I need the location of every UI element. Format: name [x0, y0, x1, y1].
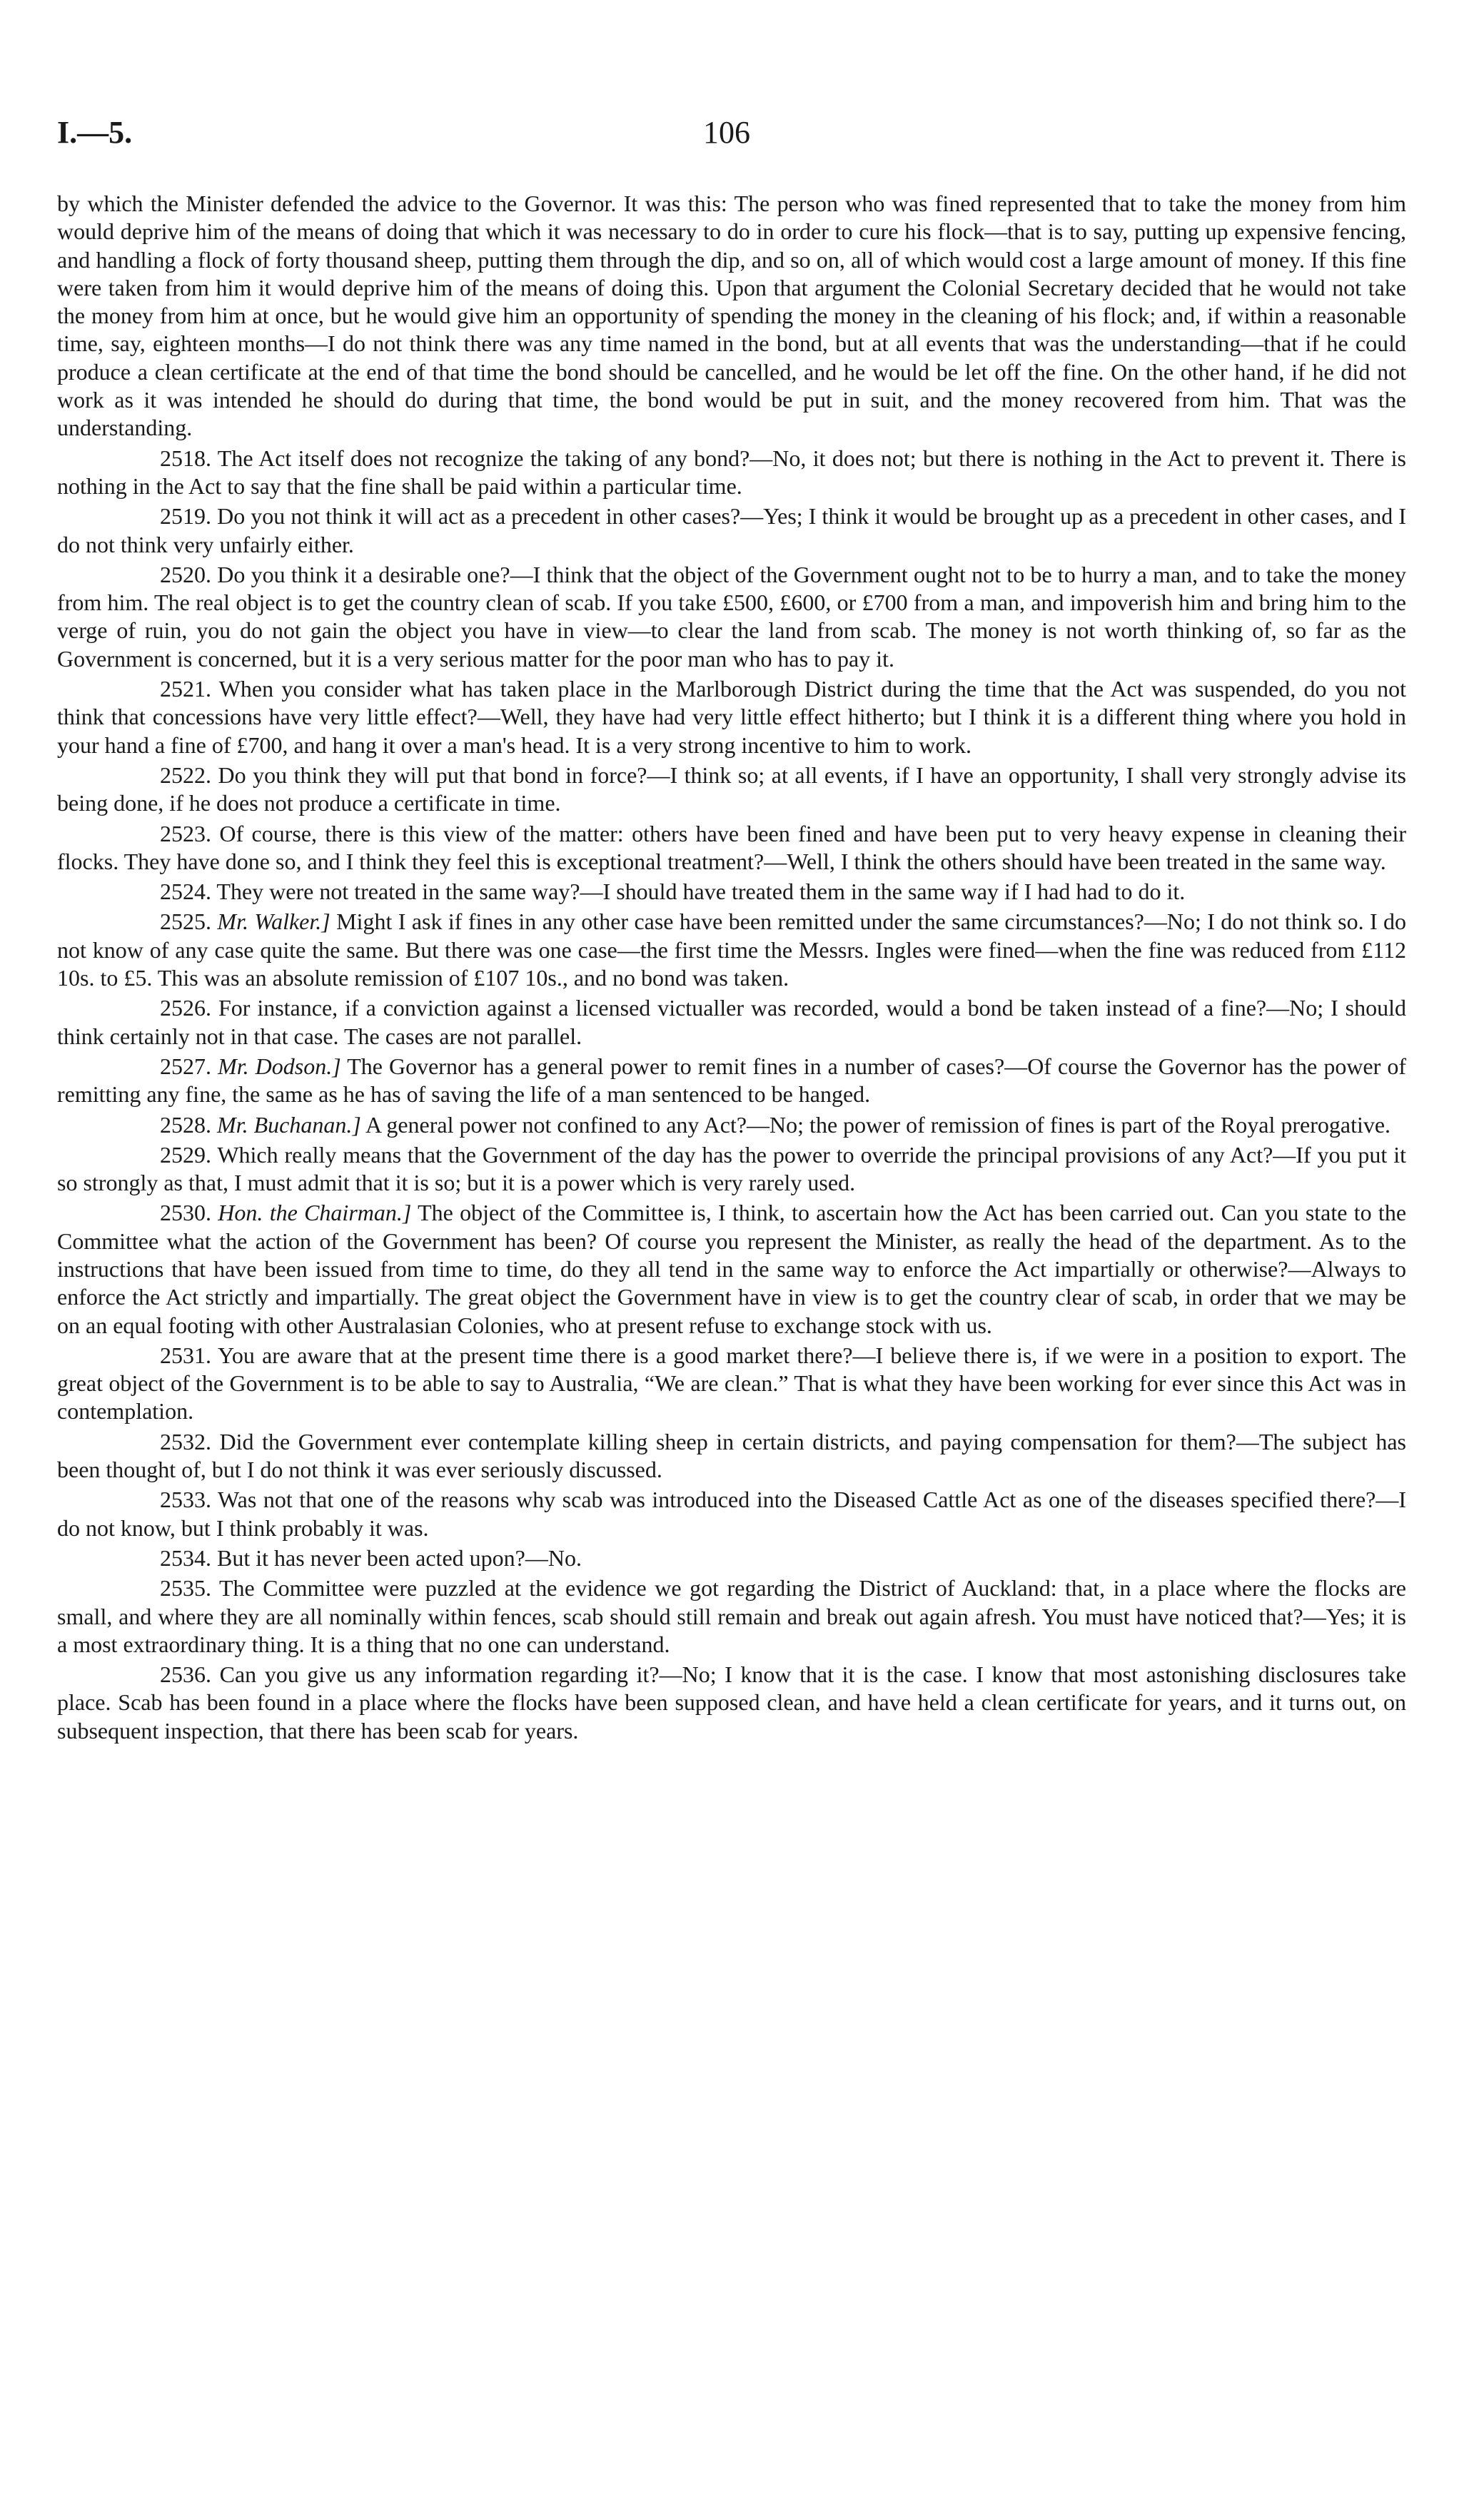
paragraph-text: Might I ask if fines in any other case have been remitted under the same circumstances?—No; I do not think so. I do not know of any case quite the same. But there was one case—the first time the Messrs. Ingles were fined—when the fine was reduced from £112 10s. to £5. This was an absolute remission of £107 10s., and no bond was taken.	[57, 909, 1407, 991]
speaker-name: Hon. the Chairman.]	[218, 1200, 412, 1226]
question-number: 2525.	[160, 909, 211, 935]
question-2522	[57, 761, 1406, 818]
paragraph-text: Do you think they will put that bond in force?—I think so; at all events, if I have an opportunity, I shall very strongly advise its being done, if he does not produce a certificate in time.	[57, 761, 1407, 816]
paragraph-text: Do you not think it will act as a precedent in other cases?—Yes; I think it would be brought up as a precedent in other cases, and I do not think very unfairly either.	[57, 503, 1407, 557]
question-2534	[57, 1544, 1406, 1572]
paragraph-text: Did the Government ever contemplate killing sheep in certain districts, and paying compensation for them?—The subject has been thought of, but I do not think it was ever seriously discussed.	[57, 1428, 1407, 1483]
question-2532	[57, 1428, 1406, 1484]
paragraph-text: Of course, there is this view of the matter: others have been fined and have been put to very heavy expense in cleaning their flocks. They have done so, and I think they feel this is exceptional treatment?—Well, I think the others should have been treated in the same way.	[57, 820, 1407, 874]
question-number: 2523.	[160, 820, 211, 846]
question-2524	[57, 878, 1406, 906]
question-2527	[57, 1053, 1406, 1109]
paragraph-text: Was not that one of the reasons why scab was introduced into the Diseased Cattle Act as one of the diseases specified there?—I do not know, but I think probably it was.	[57, 1487, 1407, 1541]
question-2536	[57, 1661, 1406, 1745]
paragraph-text: The Governor has a general power to remit fines in a number of cases?—Of course the Governor has the power of remitting any fine, the same as he has of saving the life of a man sentenced to be hanged.	[57, 1053, 1407, 1108]
question-2519	[57, 502, 1406, 559]
question-number: 2520.	[160, 561, 211, 587]
speaker-name: Mr. Dodson.]	[218, 1053, 341, 1079]
question-2518	[57, 445, 1406, 501]
paragraph-text: For instance, if a conviction against a licensed victualler was recorded, would a bond be taken instead of a fine?—No; I should think certainly not in that case. The cases are not parallel.	[57, 995, 1407, 1049]
question-2533	[57, 1486, 1406, 1542]
question-number: 2531.	[160, 1342, 211, 1368]
question-number: 2529.	[160, 1141, 211, 1168]
question-2535	[57, 1574, 1406, 1659]
question-2523	[57, 820, 1406, 876]
paragraph-text: You are aware that at the present time there is a good market there?—I believe there is, if we were in a position to export. The great object of the Government is to be able to say to Australia, “We are clean.” That is what they have been working for ever since this Act was in contemplation.	[57, 1342, 1407, 1425]
continuation-paragraph	[57, 190, 1406, 442]
question-number: 2519.	[160, 503, 211, 530]
question-2525	[57, 908, 1406, 992]
paragraph-text: The Act itself does not recognize the taking of any bond?—No, it does not; but there is nothing in the Act to prevent it. There is nothing in the Act to say that the fine shall be paid within a particular time.	[57, 445, 1407, 499]
page-header	[57, 114, 1406, 164]
question-number: 2524.	[160, 879, 211, 905]
document-code: I.—5.	[57, 115, 133, 150]
question-number: 2532.	[160, 1428, 211, 1454]
paragraph-text: The object of the Committee is, I think, to ascertain how the Act has been carried out. Can you state to the Committee what the action of the Government has been? Of course you represent the Minister, as really the head of the department. As to the instructions that have been issued from time to time, do they all tend in the same way to enforce the Act impartially or otherwise?—Always to enforce the Act strictly and impartially. The great object the Government have in view is to get the country clear of scab, in order that we may be on an equal footing with other Australasian Colonies, who at present refuse to exchange stock with us.	[57, 1200, 1407, 1338]
question-2531	[57, 1342, 1406, 1426]
question-number: 2526.	[160, 995, 211, 1021]
question-number: 2522.	[160, 761, 211, 788]
page-number: 106	[703, 115, 750, 150]
question-2529	[57, 1141, 1406, 1198]
question-2528	[57, 1111, 1406, 1139]
question-number: 2521.	[160, 676, 211, 702]
document-page	[57, 114, 1406, 1745]
question-number: 2536.	[160, 1661, 211, 1688]
paragraph-text: Do you think it a desirable one?—I think that the object of the Government ought not to be to hurry a man, and to take the money from him. The real object is to get the country clean of scab. If you take £500, £600, or £700 from a man, and impoverish him and bring him to the verge of ruin, you do not gain the object you have in view—to clear the land from scab. The money is not worth thinking of, so far as the Government is concerned, but it is a very serious matter for the poor man who has to pay it.	[57, 561, 1407, 672]
paragraph-text: They were not treated in the same way?—I should have treated them in the same way if I had had to do it.	[216, 879, 1186, 905]
question-2530	[57, 1199, 1406, 1339]
question-number: 2528.	[160, 1111, 211, 1138]
paragraph-text: But it has never been acted upon?—No.	[217, 1544, 582, 1571]
question-number: 2533.	[160, 1487, 211, 1513]
paragraph-text: by which the Minister defended the advice to the Governor. It was this: The person who was fined represented that to take the money from him would deprive him of the means of doing that which it was necessary to do in order to cure his flock—that is to say, putting up expensive fencing, and handling a flock of forty thousand sheep, putting them through the dip, and so on, all of which would cost a large amount of money. If this fine were taken from him it would deprive him of the means of doing this. Upon that argument the Colonial Secretary decided that he would not take the money from him at once, but he would give him an opportunity of spending the money in the cleaning of his flock; and, if within a reasonable time, say, eighteen months—I do not think there was any time named in the bond, but at all events that was the understanding—that if he could produce a clean certificate at the end of that time the bond should be cancelled, and he would be let off the fine. On the other hand, if he did not work as it was intended he should do during that time, the bond would be put in suit, and the money recovered from him. That was the understanding.	[57, 191, 1406, 441]
question-number: 2527.	[160, 1053, 211, 1079]
paragraph-text: The Committee were puzzled at the evidence we got regarding the District of Auckland: that, in a place where the flocks are small, and where they are all nominally within fences, scab should still remain and break out again afresh. You must have noticed that?—Yes; it is a most extraordinary thing. It is a thing that no one can understand.	[57, 1575, 1407, 1657]
paragraph-text: Can you give us any information regarding it?—No; I know that it is the case. I know that most astonishing disclosures take place. Scab has been found in a place where the flocks have been supposed clean, and have held a clean certificate for years, and it turns out, on subsequent inspection, that there has been scab for years.	[57, 1661, 1407, 1744]
paragraph-text: A general power not confined to any Act?—No; the power of remission of fines is part of the Royal prerogative.	[365, 1111, 1391, 1138]
body-text	[57, 190, 1406, 1745]
paragraph-text: When you consider what has taken place in the Marlborough District during the time that the Act was suspended, do you not think that concessions have very little effect?—Well, they have had very little effect hitherto; but I think it is a different thing where you hold in your hand a fine of £700, and hang it over a man's head. It is a very strong incentive to him to work.	[57, 676, 1407, 758]
question-number: 2518.	[160, 445, 211, 471]
speaker-name: Mr. Walker.]	[217, 909, 330, 935]
paragraph-text: Which really means that the Government of the day has the power to override the principal provisions of any Act?—If you put it so strongly as that, I must admit that it is so; but it is a power which is very rarely used.	[57, 1141, 1407, 1196]
question-number: 2534.	[160, 1544, 211, 1571]
question-2521	[57, 675, 1406, 759]
question-2526	[57, 994, 1406, 1051]
question-2520	[57, 561, 1406, 673]
question-number: 2535.	[160, 1575, 211, 1601]
question-number: 2530.	[160, 1200, 211, 1226]
speaker-name: Mr. Buchanan.]	[217, 1111, 361, 1138]
